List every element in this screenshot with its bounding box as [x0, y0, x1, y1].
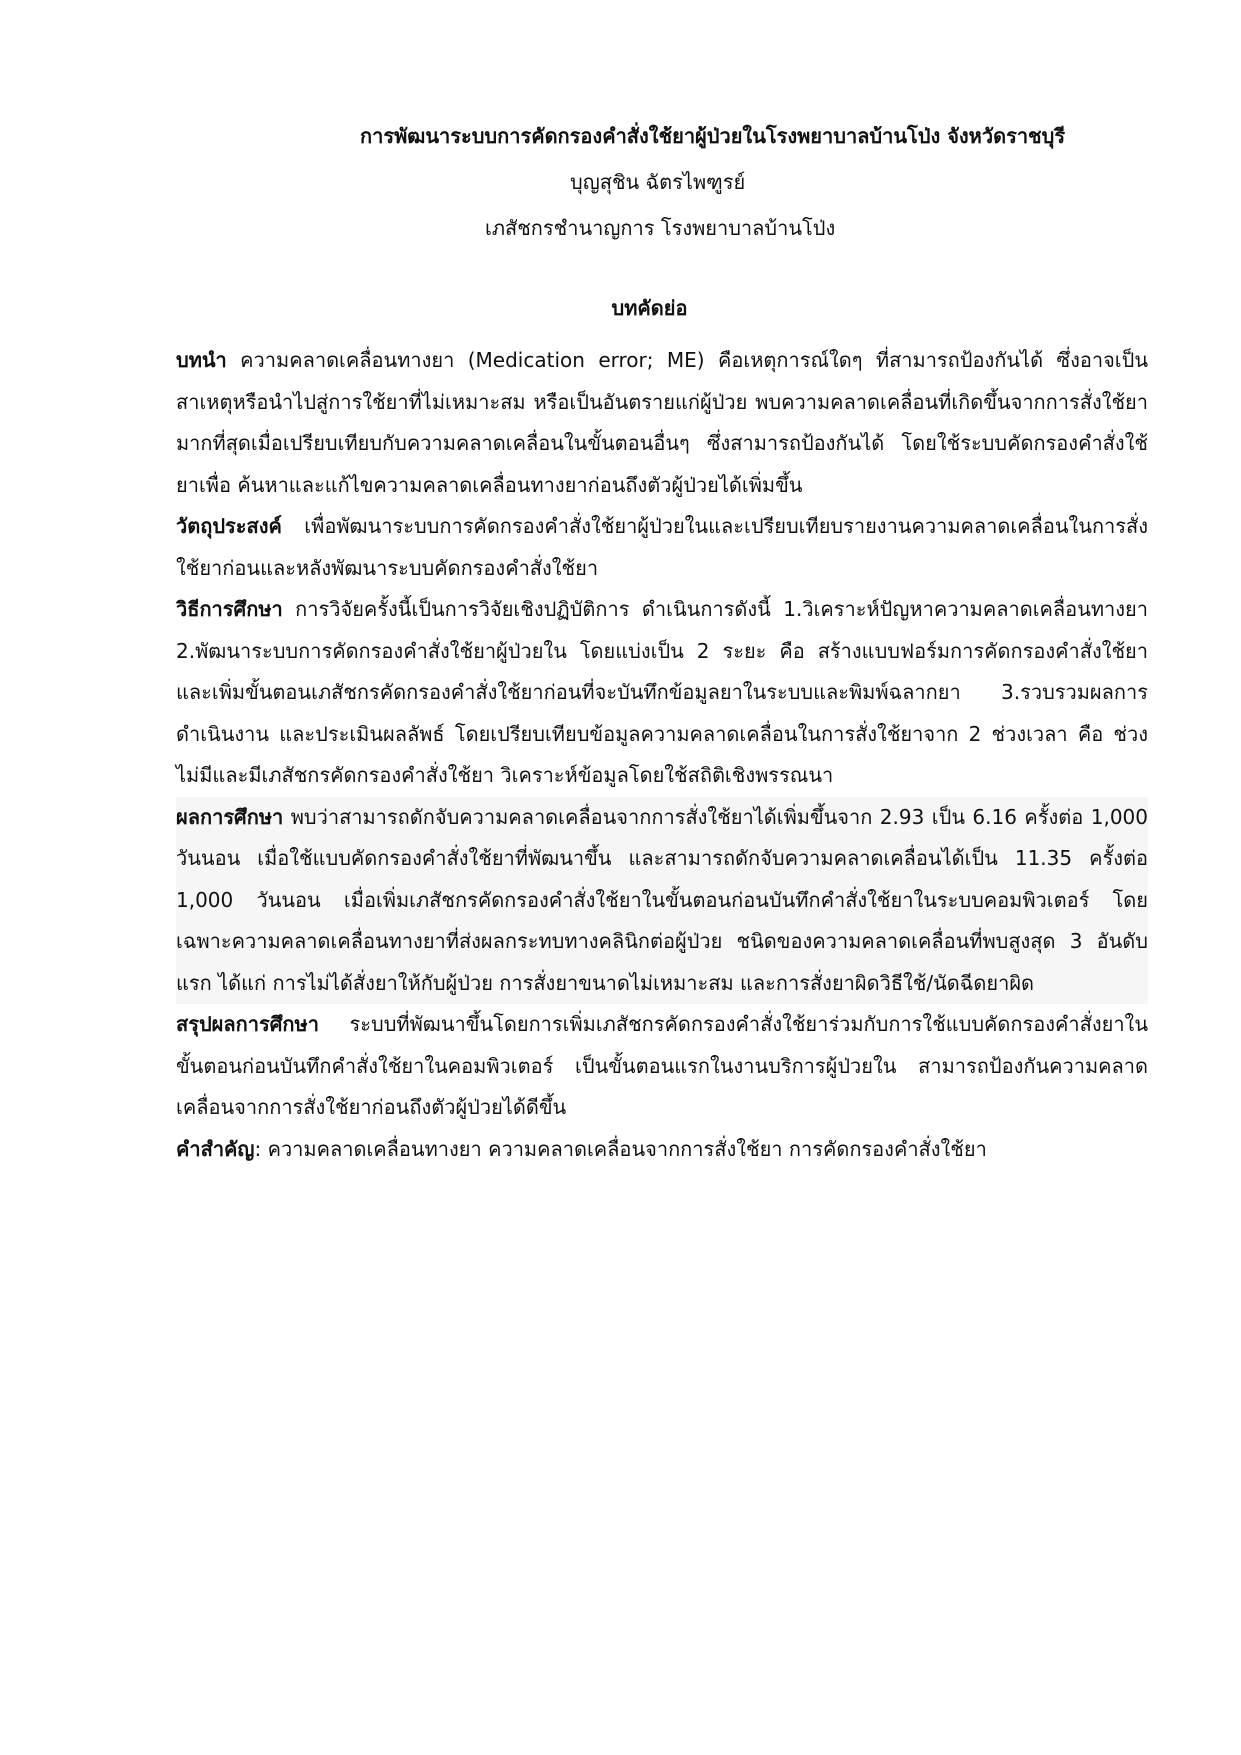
section-label: สรุปผลการศึกษา	[176, 1012, 319, 1036]
section-text: ความคลาดเคลื่อนทางยา (Medication error; ME) คือเหตุการณ์ใดๆ ที่สามารถป้องกันได้ ซึ่งอาจเป็นสาเหตุหรือนำไปสู่การใช้ยาที่ไม่เหมาะสม หรือเป็นอันตรายแก่ผู้ป่วย พบความคลาดเคลื่อนที่เกิดขึ้นจากการสั่งใช้ยามากที่สุดเมื่อเปรียบเทียบกับความคลาดเคลื่อนในขั้นตอนอื่นๆ ซึ่งสามารถป้องกันได้ โดยใช้ระบบคัดกรองคำสั่งใช้ยาเพื่อ ค้นหาและแก้ไขความคลาดเคลื่อนทางยาก่อนถึงตัวผู้ป่วยได้เพิ่มขึ้น	[176, 348, 1148, 497]
section-methods	[176, 589, 1148, 797]
section-text: ระบบที่พัฒนาขึ้นโดยการเพิ่มเภสัชกรคัดกรองคำสั่งใช้ยาร่วมกับการใช้แบบคัดกรองคำสั่งยาในขั้นตอนก่อนบันทึกคำสั่งใช้ยาในคอมพิวเตอร์ เป็นขั้นตอนแรกในงานบริการผู้ป่วยใน สามารถป้องกันความคลาดเคลื่อนจากการสั่งใช้ยาก่อนถึงตัวผู้ป่วยได้ดีขึ้น	[176, 1012, 1148, 1119]
section-label: ผลการศึกษา	[176, 804, 284, 829]
section-keywords	[176, 1129, 1148, 1171]
section-results	[176, 797, 1148, 1005]
section-conclusion	[176, 1004, 1148, 1129]
abstract-heading: บทคัดย่อ	[611, 296, 688, 320]
author-name: บุญสุชิน ฉัตรไพฑูรย์	[570, 170, 746, 194]
section-label: คำสำคัญ	[176, 1136, 255, 1161]
section-text: เพื่อพัฒนาระบบการคัดกรองคำสั่งใช้ยาผู้ป่วยในและเปรียบเทียบรายงานความคลาดเคลื่อนในการสั่งใช้ยาก่อนและหลังพัฒนาระบบคัดกรองคำสั่งใช้ยา	[176, 514, 1148, 580]
section-label: วัตถุประสงค์	[176, 514, 282, 538]
document-title: การพัฒนาระบบการคัดกรองคำสั่งใช้ยาผู้ป่วยในโรงพยาบาลบ้านโป่ง จังหวัดราชบุรี	[360, 124, 1066, 148]
section-text: การวิจัยครั้งนี้เป็นการวิจัยเชิงปฏิบัติการ ดำเนินการดังนี้ 1.วิเคราะห์ปัญหาความคลาดเคลื่อนทางยา 2.พัฒนาระบบการคัดกรองคำสั่งใช้ยาผู้ป่วยใน โดยแบ่งเป็น 2 ระยะ คือ สร้างแบบฟอร์มการคัดกรองคำสั่งใช้ยาและเพิ่มขั้นตอนเภสัชกรคัดกรองคำสั่งใช้ยาก่อนที่จะบันทึกข้อมูลยาในระบบและพิมพ์ฉลากยา 3.รวบรวมผลการดำเนินงาน และประเมินผลลัพธ์ โดยเปรียบเทียบข้อมูลความคลาดเคลื่อนในการสั่งใช้ยาจาก 2 ช่วงเวลา คือ ช่วงไม่มีและมีเภสัชกรคัดกรองคำสั่งใช้ยา วิเคราะห์ข้อมูลโดยใช้สถิติเชิงพรรณนา	[176, 597, 1148, 787]
section-label: วิธีการศึกษา	[176, 597, 283, 621]
section-text: : ความคลาดเคลื่อนทางยา ความคลาดเคลื่อนจากการสั่งใช้ยา การคัดกรองคำสั่งใช้ยา	[254, 1136, 987, 1161]
section-label: บทนำ	[176, 348, 227, 372]
section-objective	[176, 506, 1148, 589]
abstract-body	[176, 340, 1148, 1170]
section-text: พบว่าสามารถดักจับความคลาดเคลื่อนจากการสั่งใช้ยาได้เพิ่มขึ้นจาก 2.93 เป็น 6.16 ครั้งต่อ 1,000 วันนอน เมื่อใช้แบบคัดกรองคำสั่งใช้ยาที่พัฒนาขึ้น และสามารถดักจับความคลาดเคลื่อนได้เป็น 11.35 ครั้งต่อ 1,000 วันนอน เมื่อเพิ่มเภสัชกรคัดกรองคำสั่งใช้ยาในขั้นตอนก่อนบันทึกคำสั่งใช้ยาในระบบคอมพิวเตอร์ โดยเฉพาะความคลาดเคลื่อนทางยาที่ส่งผลกระทบทางคลินิกต่อผู้ป่วย ชนิดของความคลาดเคลื่อนที่พบสูงสุด 3 อันดับแรก ได้แก่ การไม่ได้สั่งยาให้กับผู้ป่วย การสั่งยาขนาดไม่เหมาะสม และการสั่งยาผิดวิธีใช้/นัดฉีดยาผิด	[176, 804, 1148, 995]
section-introduction	[176, 340, 1148, 506]
author-position: เภสัชกรชำนาญการ โรงพยาบาลบ้านโป่ง	[485, 216, 836, 240]
